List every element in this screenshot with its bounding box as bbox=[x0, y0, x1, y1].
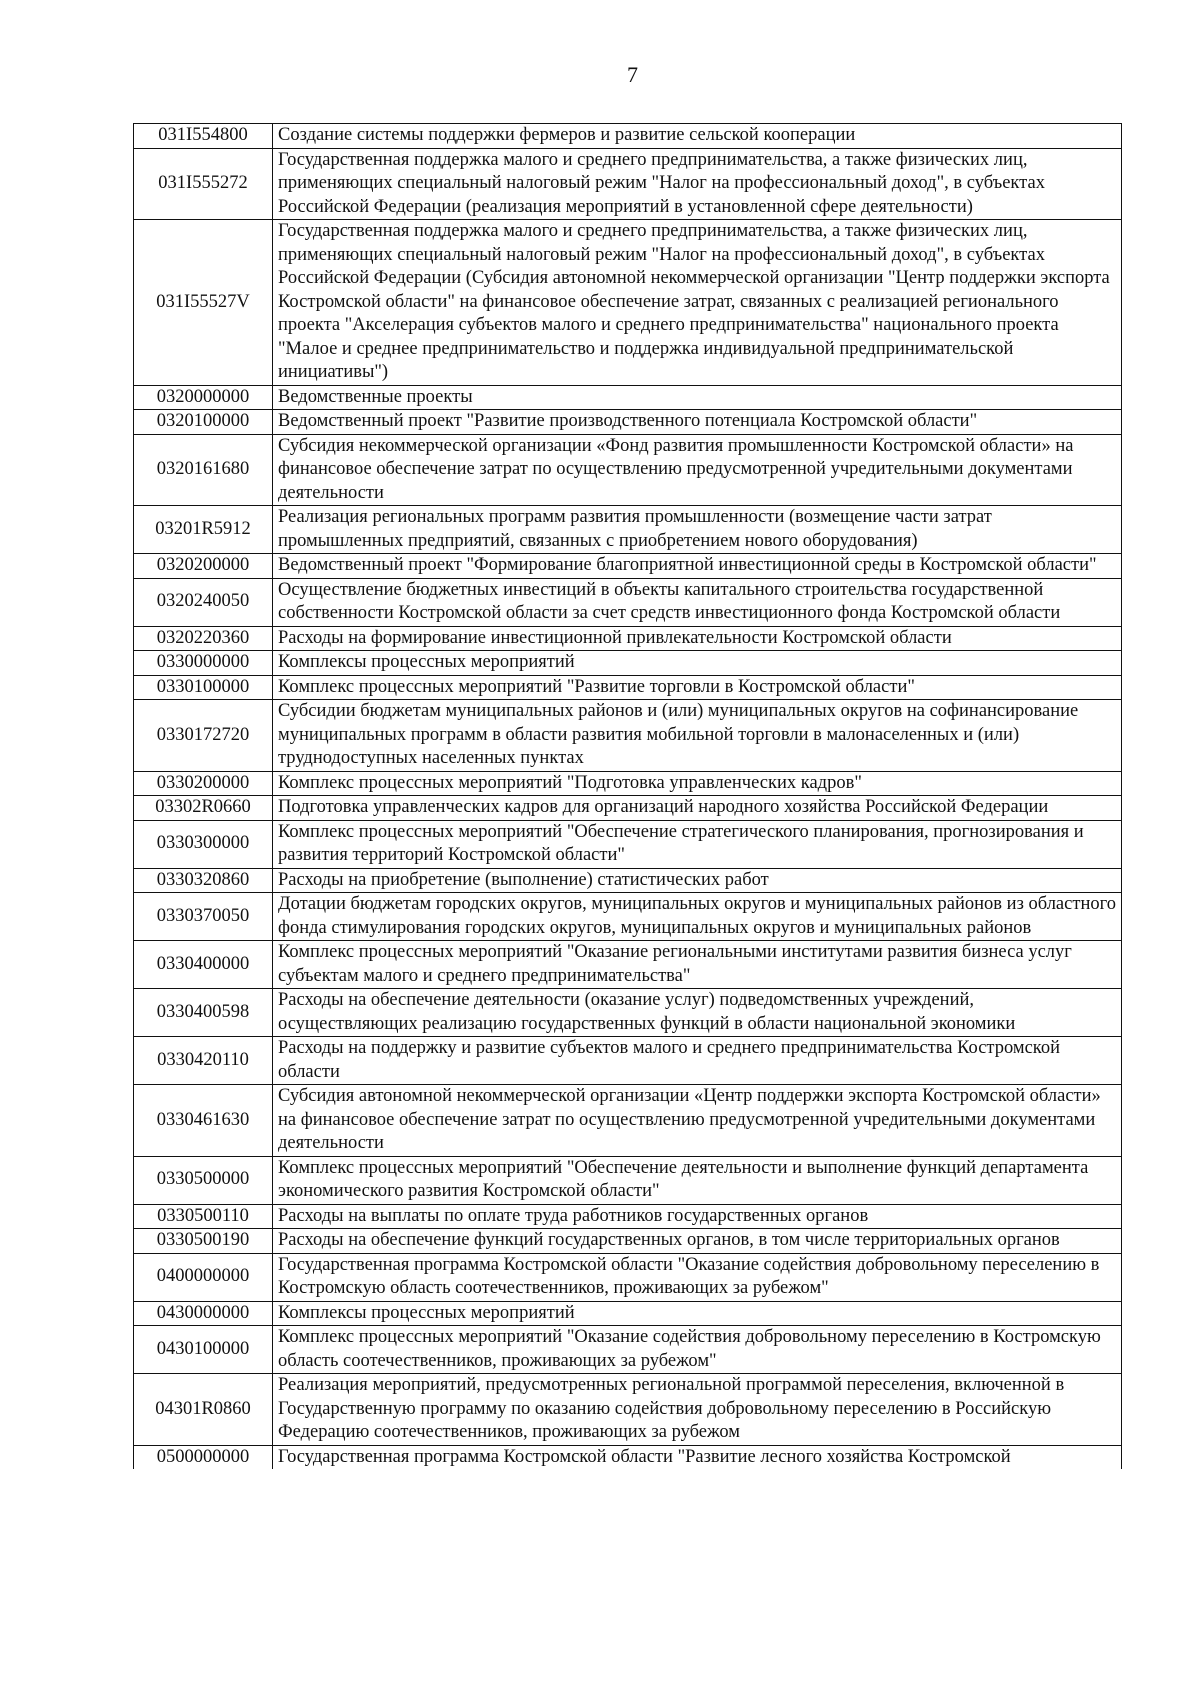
table-row bbox=[134, 148, 1122, 220]
row-code: 0430100000 bbox=[134, 1326, 273, 1374]
row-description: Государственная поддержка малого и среднего предпринимательства, а также физических лиц, применяющих специальный налоговый режим "Налог на профессиональный доход", в субъектах Российской Федерации (Субсидия автономной некоммерческой организации "Центр поддержки экспорта Костромской области" на финансовое обеспечение затрат, связанных с реализацией регионального проекта "Акселерация субъектов малого и среднего предпринимательства" национального проекта "Малое и среднее предпринимательство и поддержка индивидуальной предпринимательской инициативы") bbox=[273, 220, 1122, 386]
row-description: Комплекс процессных мероприятий "Развитие торговли в Костромской области" bbox=[273, 675, 1122, 700]
row-code: 0320100000 bbox=[134, 410, 273, 435]
row-code: 0330200000 bbox=[134, 771, 273, 796]
row-description: Дотации бюджетам городских округов, муниципальных округов и муниципальных районов из областного фонда стимулирования городских округов, муниципальных округов и муниципальных районов bbox=[273, 893, 1122, 941]
row-code: 0330172720 bbox=[134, 700, 273, 772]
table-row bbox=[134, 1326, 1122, 1374]
row-description: Субсидии бюджетам муниципальных районов и (или) муниципальных округов на софинансирование муниципальных программ в области развития мобильной торговли в малонаселенных и (или) труднодоступных населенных пунктах bbox=[273, 700, 1122, 772]
row-description: Реализация мероприятий, предусмотренных региональной программой переселения, включенной в Государственную программу по оказанию содействия добровольному переселению в Российскую Федерацию соотечественников, проживающих за рубежом bbox=[273, 1374, 1122, 1446]
row-description: Комплекс процессных мероприятий "Оказание региональными институтами развития бизнеса услуг субъектам малого и среднего предпринимательства" bbox=[273, 941, 1122, 989]
table-row bbox=[134, 796, 1122, 821]
row-code: 0320161680 bbox=[134, 434, 273, 506]
row-code: 0330320860 bbox=[134, 868, 273, 893]
row-code: 0330500190 bbox=[134, 1229, 273, 1254]
row-code: 04301R0860 bbox=[134, 1374, 273, 1446]
row-code: 0330000000 bbox=[134, 651, 273, 676]
table-row bbox=[134, 434, 1122, 506]
row-description: Реализация региональных программ развития промышленности (возмещение части затрат промышленных предприятий, связанных с приобретением нового оборудования) bbox=[273, 506, 1122, 554]
table-row bbox=[134, 1374, 1122, 1446]
row-code: 0320200000 bbox=[134, 554, 273, 579]
row-code: 0330420110 bbox=[134, 1037, 273, 1085]
row-description: Комплекс процессных мероприятий "Обеспечение стратегического планирования, прогнозирования и развития территорий Костромской области" bbox=[273, 820, 1122, 868]
row-description: Ведомственные проекты bbox=[273, 385, 1122, 410]
row-description: Расходы на выплаты по оплате труда работников государственных органов bbox=[273, 1204, 1122, 1229]
table-row bbox=[134, 1301, 1122, 1326]
row-code: 0330400000 bbox=[134, 941, 273, 989]
table-row bbox=[134, 1204, 1122, 1229]
row-description: Создание системы поддержки фермеров и развитие сельской кооперации bbox=[273, 124, 1122, 149]
row-description: Комплекс процессных мероприятий "Оказание содействия добровольному переселению в Костромскую область соотечественников, проживающих за рубежом" bbox=[273, 1326, 1122, 1374]
row-code: 03201R5912 bbox=[134, 506, 273, 554]
table-row bbox=[134, 700, 1122, 772]
table-row bbox=[134, 1229, 1122, 1254]
row-description: Государственная программа Костромской области "Развитие лесного хозяйства Костромской bbox=[273, 1445, 1122, 1469]
table-row bbox=[134, 410, 1122, 435]
row-code: 0320220360 bbox=[134, 626, 273, 651]
row-description: Расходы на приобретение (выполнение) статистических работ bbox=[273, 868, 1122, 893]
row-code: 031I55527V bbox=[134, 220, 273, 386]
table-row bbox=[134, 554, 1122, 579]
table-body bbox=[134, 124, 1122, 1470]
row-code: 0330370050 bbox=[134, 893, 273, 941]
row-description: Расходы на формирование инвестиционной привлекательности Костромской области bbox=[273, 626, 1122, 651]
table-row bbox=[134, 1445, 1122, 1469]
row-code: 0500000000 bbox=[134, 1445, 273, 1469]
row-description: Субсидия автономной некоммерческой организации «Центр поддержки экспорта Костромской области» на финансовое обеспечение затрат по осуществлению предусмотренной учредительными документами деятельности bbox=[273, 1085, 1122, 1157]
row-code: 0320000000 bbox=[134, 385, 273, 410]
table-row bbox=[134, 220, 1122, 386]
table-row bbox=[134, 675, 1122, 700]
row-description: Комплекс процессных мероприятий "Обеспечение деятельности и выполнение функций департамента экономического развития Костромской области" bbox=[273, 1156, 1122, 1204]
table-row bbox=[134, 1085, 1122, 1157]
row-code: 0330500000 bbox=[134, 1156, 273, 1204]
row-description: Подготовка управленческих кадров для организаций народного хозяйства Российской Федерации bbox=[273, 796, 1122, 821]
row-code: 0330500110 bbox=[134, 1204, 273, 1229]
row-description: Осуществление бюджетных инвестиций в объекты капитального строительства государственной собственности Костромской области за счет средств инвестиционного фонда Костромской области bbox=[273, 578, 1122, 626]
row-code: 0400000000 bbox=[134, 1253, 273, 1301]
table-row bbox=[134, 989, 1122, 1037]
row-description: Расходы на обеспечение деятельности (оказание услуг) подведомственных учреждений, осуществляющих реализацию государственных функций в области национальной экономики bbox=[273, 989, 1122, 1037]
row-description: Ведомственный проект "Формирование благоприятной инвестиционной среды в Костромской области" bbox=[273, 554, 1122, 579]
table-row bbox=[134, 385, 1122, 410]
row-code: 031I555272 bbox=[134, 148, 273, 220]
row-code: 031I554800 bbox=[134, 124, 273, 149]
row-code: 0430000000 bbox=[134, 1301, 273, 1326]
row-code: 03302R0660 bbox=[134, 796, 273, 821]
row-description: Ведомственный проект "Развитие производственного потенциала Костромской области" bbox=[273, 410, 1122, 435]
table-row bbox=[134, 124, 1122, 149]
row-description: Государственная поддержка малого и среднего предпринимательства, а также физических лиц, применяющих специальный налоговый режим "Налог на профессиональный доход", в субъектах Российской Федерации (реализация мероприятий в установленной сфере деятельности) bbox=[273, 148, 1122, 220]
row-code: 0320240050 bbox=[134, 578, 273, 626]
table-row bbox=[134, 868, 1122, 893]
row-description: Государственная программа Костромской области "Оказание содействия добровольному переселению в Костромскую область соотечественников, проживающих за рубежом" bbox=[273, 1253, 1122, 1301]
row-description: Расходы на поддержку и развитие субъектов малого и среднего предпринимательства Костромской области bbox=[273, 1037, 1122, 1085]
table-row bbox=[134, 1037, 1122, 1085]
table-row bbox=[134, 506, 1122, 554]
budget-classification-table bbox=[133, 123, 1122, 1469]
table-row bbox=[134, 626, 1122, 651]
row-code: 0330400598 bbox=[134, 989, 273, 1037]
row-code: 0330100000 bbox=[134, 675, 273, 700]
table-row bbox=[134, 578, 1122, 626]
row-description: Субсидия некоммерческой организации «Фонд развития промышленности Костромской области» на финансовое обеспечение затрат по осуществлению предусмотренной учредительными документами деятельности bbox=[273, 434, 1122, 506]
table-row bbox=[134, 771, 1122, 796]
page-number: 7 bbox=[627, 62, 638, 87]
row-description: Комплексы процессных мероприятий bbox=[273, 1301, 1122, 1326]
table-row bbox=[134, 893, 1122, 941]
row-description: Расходы на обеспечение функций государственных органов, в том числе территориальных органов bbox=[273, 1229, 1122, 1254]
table-row bbox=[134, 1156, 1122, 1204]
table-row bbox=[134, 820, 1122, 868]
row-code: 0330300000 bbox=[134, 820, 273, 868]
table-row bbox=[134, 941, 1122, 989]
row-description: Комплексы процессных мероприятий bbox=[273, 651, 1122, 676]
row-description: Комплекс процессных мероприятий "Подготовка управленческих кадров" bbox=[273, 771, 1122, 796]
table-row bbox=[134, 1253, 1122, 1301]
table-row bbox=[134, 651, 1122, 676]
row-code: 0330461630 bbox=[134, 1085, 273, 1157]
